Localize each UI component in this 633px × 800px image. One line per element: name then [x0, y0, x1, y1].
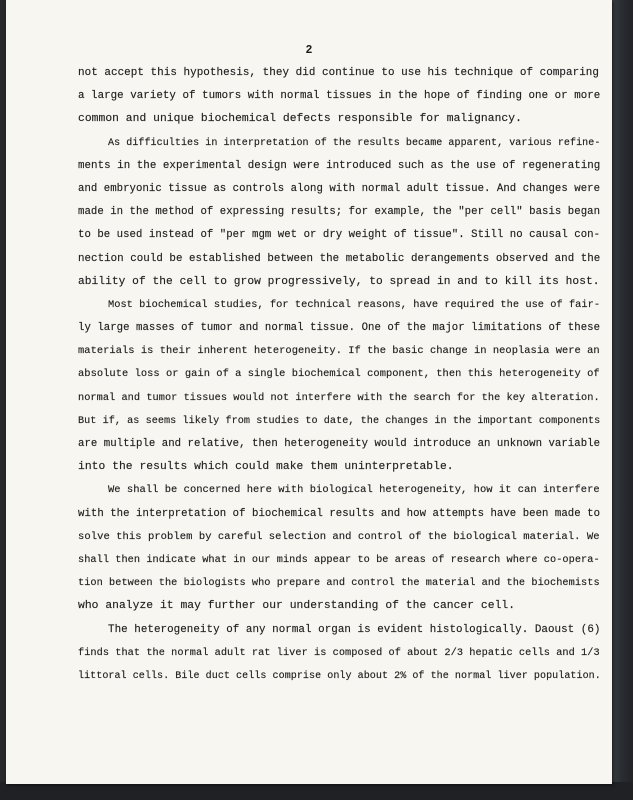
text-line: ability of the cell to grow progressively, to spread in and to kill its host. — [78, 275, 600, 288]
text-line: tion between the biologists who prepare and control the material and the biochemists — [78, 577, 600, 590]
text-line: normal and tumor tissues would not interfere with the search for the key alteration. — [78, 391, 600, 404]
text-line: The heterogeneity of any normal organ is evident histologically. Daoust (6) — [108, 623, 601, 636]
text-line: with the interpretation of biochemical results and how attempts have been made to — [78, 507, 601, 520]
text-line: are multiple and relative, then heterogeneity would introduce an unknown variable — [78, 438, 601, 450]
text-line: into the results which could make them uninterpretable. — [78, 461, 454, 474]
text-line: to be used instead of "per mgm wet or dry weight of tissue". Still no causal con- — [78, 229, 601, 242]
body-text — [78, 62, 601, 688]
text-line: But if, as seems likely from studies to date, the changes in the important components — [78, 415, 601, 427]
scanner-backdrop-right — [612, 0, 633, 800]
text-line: common and unique biochemical defects responsible for malignancy. — [78, 113, 522, 126]
text-line: nection could be established between the metabolic derangements observed and the — [78, 252, 601, 265]
typewritten-page — [6, 0, 612, 784]
text-line: littoral cells. Bile duct cells comprise only about 2% of the normal liver population. — [78, 670, 601, 682]
text-line: a large variety of tumors with normal tissues in the hope of finding one or more — [78, 90, 601, 103]
text-line: solve this problem by careful selection and control of the biological material. We — [78, 530, 600, 543]
text-line: and embryonic tissue as controls along with normal adult tissue. And changes were — [78, 182, 601, 195]
text-line: made in the method of expressing results; for example, the "per cell" basis began — [78, 206, 601, 219]
scanner-backdrop-bottom — [0, 782, 633, 800]
text-line: We shall be concerned here with biological heterogeneity, how it can interfere — [108, 484, 600, 497]
text-line: ments in the experimental design were introduced such as the use of regenerating — [78, 159, 601, 172]
page-number: 2 — [305, 44, 313, 57]
text-line: not accept this hypothesis, they did continue to use his technique of comparing — [78, 67, 599, 79]
text-line: As difficulties in interpretation of the results became apparent, various refine- — [108, 137, 601, 149]
text-line: ly large masses of tumor and normal tissue. One of the major limitations of these — [78, 322, 601, 335]
text-line: materials is their inherent heterogeneity. If the basic change in neoplasia were an — [78, 345, 600, 358]
text-line: Most biochemical studies, for technical reasons, have required the use of fair- — [108, 298, 601, 311]
text-line: finds that the normal adult rat liver is composed of about 2/3 hepatic cells and 1/3 — [78, 646, 600, 659]
text-line: shall then indicate what in our minds appear to be areas of research where co-opera- — [78, 553, 600, 566]
text-line: who analyze it may further our understanding of the cancer cell. — [78, 600, 516, 613]
text-line: absolute loss or gain of a single biochemical component, then this heterogeneity of — [78, 368, 600, 381]
